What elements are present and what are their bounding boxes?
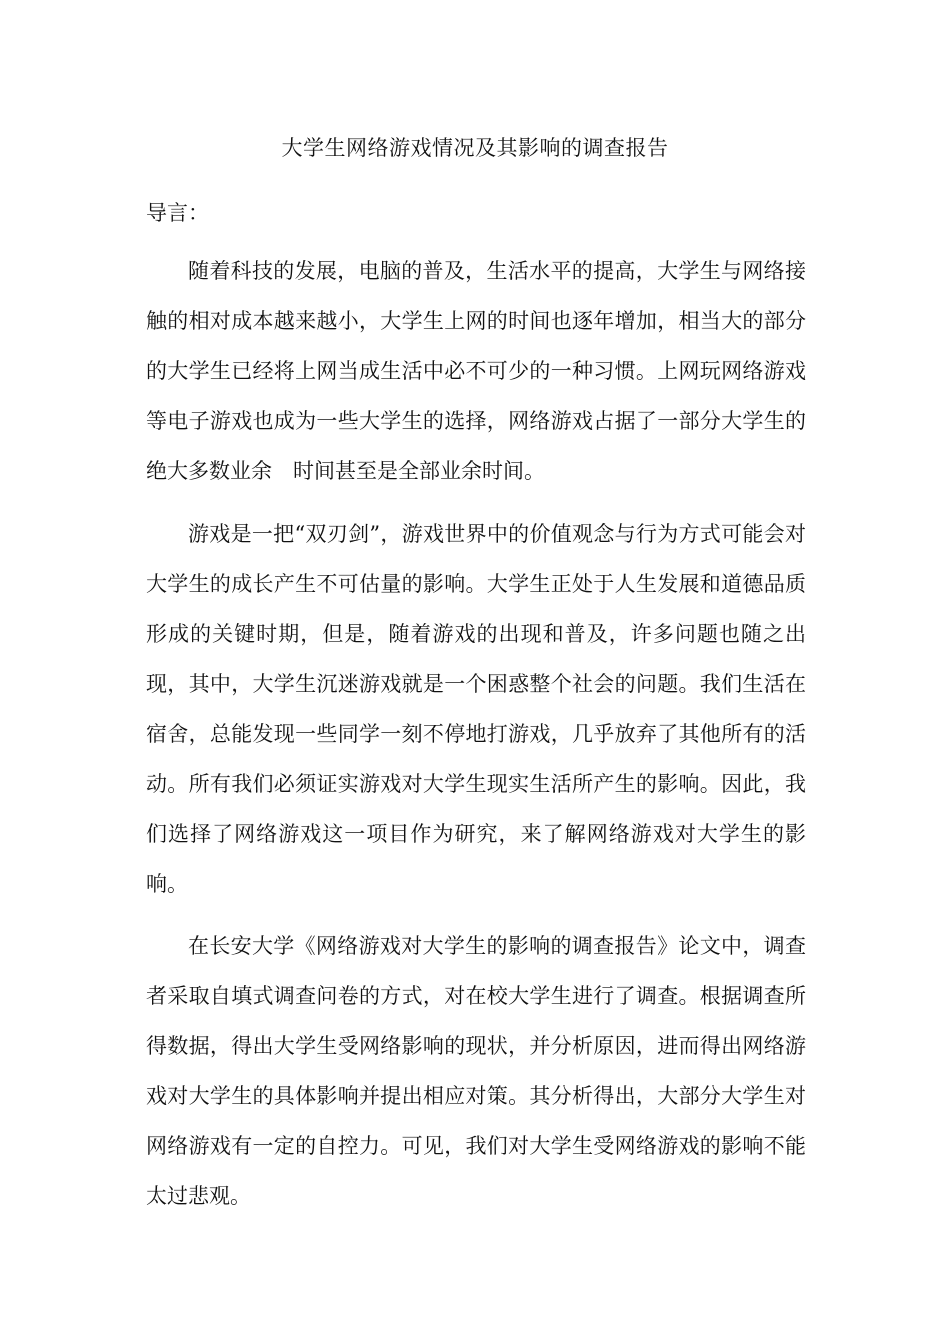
document-title: 大学生网络游戏情况及其影响的调查报告 [281, 136, 669, 160]
paragraph-1: 随着科技的发展，电脑的普及，生活水平的提高，大学生与网络接触的相对成本越来越小，大学生上网的时间也逐年增加，相当大的部分的大学生已经将上网当成生活中必不可少的一种习惯。上网玩网络游戏等电子游戏也成为一些大学生的选择，网络游戏占据了一部分大学生的绝大多数业余 时间甚至是全部业余时间。 [146, 259, 806, 483]
paragraph-2: 游戏是一把“双刃剑”，游戏世界中的价值观念与行为方式可能会对大学生的成长产生不可估量的影响。大学生正处于人生发展和道德品质形成的关键时期，但是，随着游戏的出现和普及，许多问题也随之出现，其中，大学生沉迷游戏就是一个困惑整个社会的问题。我们生活在宿舍，总能发现一些同学一刻不停地打游戏，几乎放弃了其他所有的活动。所有我们必须证实游戏对大学生现实生活所产生的影响。因此，我们选择了网络游戏这一项目作为研究，来了解网络游戏对大学生的影响。 [146, 522, 806, 896]
paragraph-3: 在长安大学《网络游戏对大学生的影响的调查报告》论文中，调查者采取自填式调查问卷的方式，对在校大学生进行了调查。根据调查所得数据，得出大学生受网络影响的现状，并分析原因，进而得出网络游戏对大学生的具体影响并提出相应对策。其分析得出，大部分大学生对网络游戏有一定的自控力。可见，我们对大学生受网络游戏的影响不能太过悲观。 [146, 934, 806, 1208]
lead-heading: 导言： [146, 201, 209, 225]
